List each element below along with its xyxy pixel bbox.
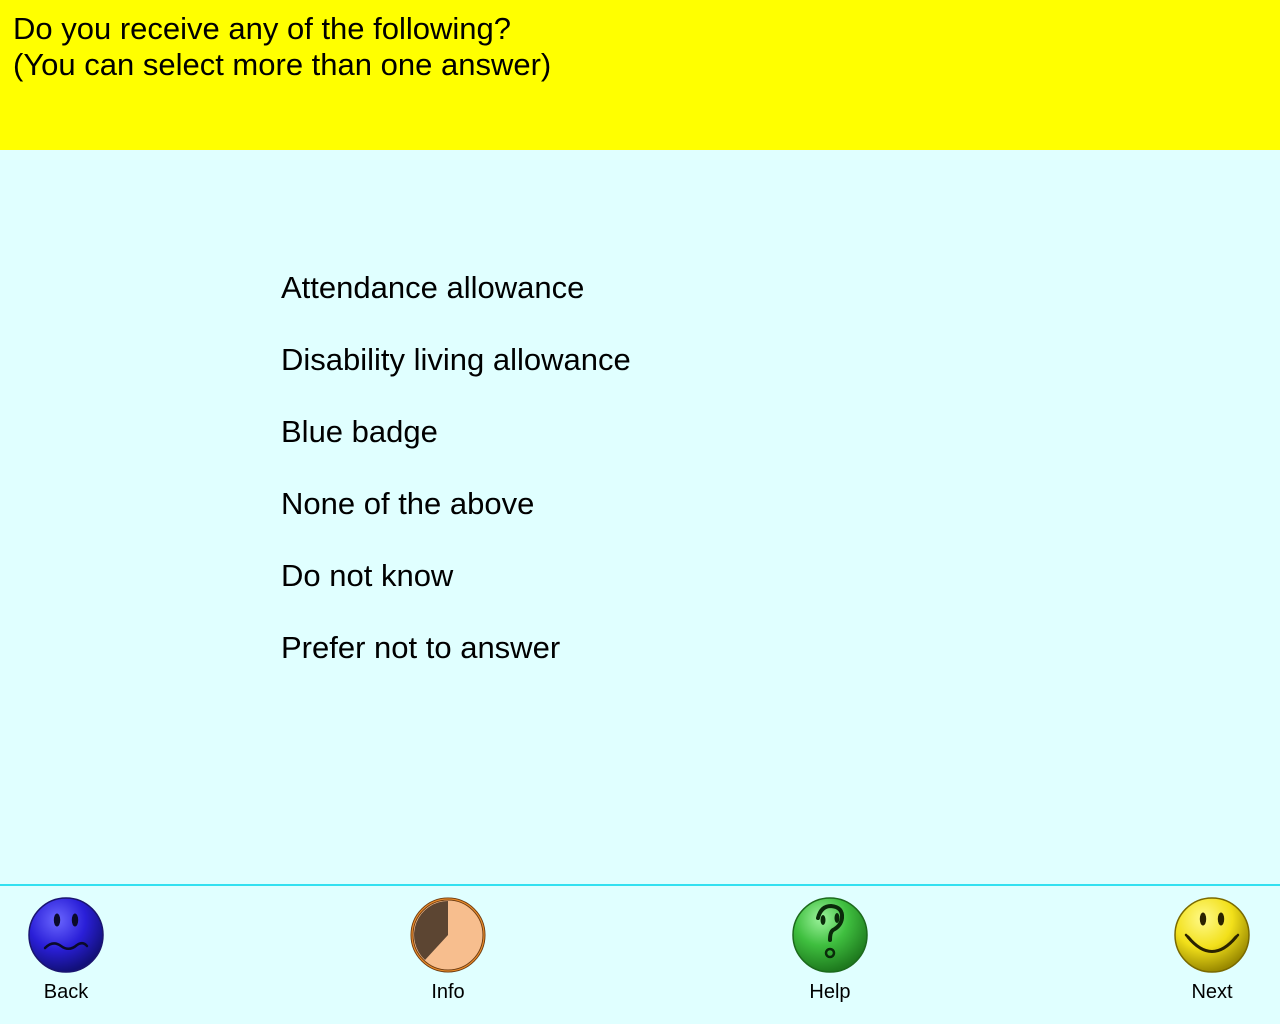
back-label: Back	[43, 981, 89, 1003]
info-button[interactable]	[398, 896, 498, 1006]
question-line-1: Do you receive any of the following?	[13, 11, 512, 46]
option-do-not-know[interactable]: Do not know	[281, 558, 454, 593]
info-label: Info	[431, 981, 465, 1003]
help-label: Help	[809, 981, 851, 1003]
option-none-of-the-above[interactable]: None of the above	[281, 486, 535, 521]
question-header	[0, 0, 1280, 150]
sad-face-icon	[27, 896, 105, 974]
answer-options-list	[281, 268, 631, 700]
next-button[interactable]	[1162, 896, 1262, 1006]
back-button[interactable]	[16, 896, 116, 1006]
question-text	[13, 11, 551, 83]
navigation-footer	[0, 886, 1280, 1024]
option-disability-living-allowance[interactable]: Disability living allowance	[281, 342, 631, 377]
option-prefer-not-to-answer[interactable]: Prefer not to answer	[281, 630, 561, 665]
question-line-2: (You can select more than one answer)	[13, 47, 552, 82]
smiley-face-icon	[1173, 896, 1251, 974]
option-attendance-allowance[interactable]: Attendance allowance	[281, 270, 585, 305]
pie-clock-icon	[409, 896, 487, 974]
help-button[interactable]	[780, 896, 880, 1006]
option-blue-badge[interactable]: Blue badge	[281, 414, 438, 449]
question-mark-icon	[791, 896, 869, 974]
next-label: Next	[1191, 981, 1233, 1003]
